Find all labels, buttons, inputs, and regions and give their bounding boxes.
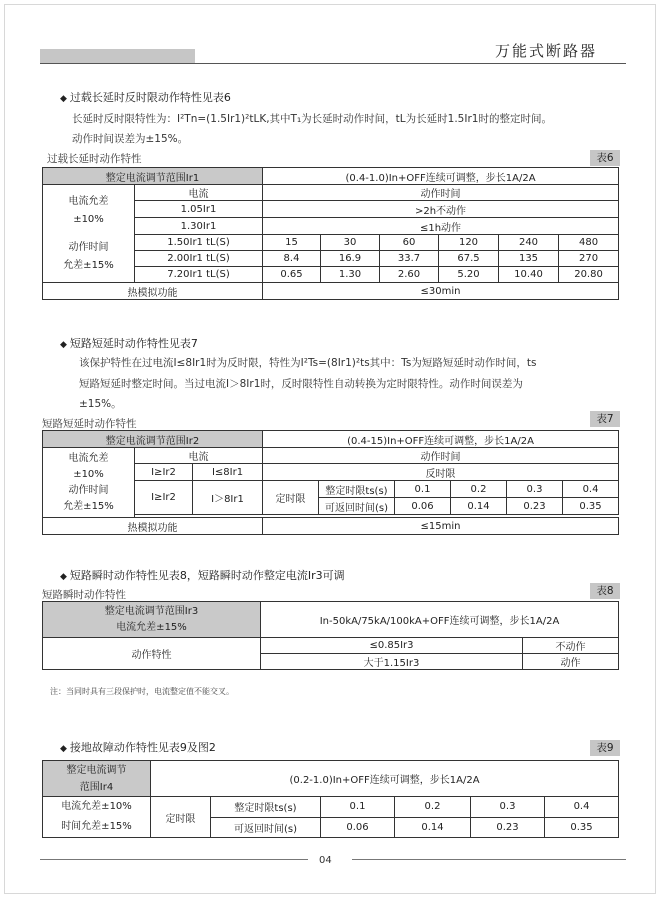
t6-cell: 135 bbox=[499, 251, 559, 267]
note-text: 注：当同时具有三段保护时，电流整定值不能交叉。 bbox=[50, 687, 234, 696]
page-title: 万能式断路器 bbox=[495, 42, 598, 60]
t6-cell: 270 bbox=[559, 251, 619, 267]
t7-setting-label: 整定时限ts(s) bbox=[319, 481, 395, 498]
t9-definite: 定时限 bbox=[151, 797, 211, 838]
t7-thermal-value: ≤15min bbox=[263, 518, 619, 535]
header-bar bbox=[40, 49, 195, 64]
section2-line2: 短路短延时整定时间。当过电流I＞8Ir1时，反时限特性自动转换为定时限特性。动作时间误差为 bbox=[79, 378, 523, 390]
t6-cell: 1.30 bbox=[321, 267, 380, 283]
t6-row-label: 1.30Ir1 bbox=[135, 218, 263, 235]
t6-thermal-label: 热模拟功能 bbox=[43, 283, 263, 300]
section1-line2: 动作时间误差为±15%。 bbox=[72, 133, 189, 145]
page-number: 04 bbox=[319, 855, 332, 866]
t9-range-label: 整定电流调节 范围Ir4 bbox=[43, 761, 151, 797]
t6-thermal-value: ≤30min bbox=[263, 283, 619, 300]
table8-tag: 表8 bbox=[590, 583, 620, 599]
t6-cell: 33.7 bbox=[380, 251, 439, 267]
header-rule bbox=[40, 63, 626, 64]
t6-cell: 67.5 bbox=[439, 251, 499, 267]
table8-caption: 短路瞬时动作特性 bbox=[42, 589, 126, 601]
t9-setting-label: 整定时限ts(s) bbox=[211, 797, 321, 818]
table7 bbox=[42, 430, 619, 535]
diamond-bullet-icon: ◆ bbox=[60, 744, 67, 754]
t7-cell: 0.4 bbox=[563, 481, 619, 498]
t9-cell: 0.2 bbox=[395, 797, 471, 818]
t7-range-value: (0.4-15)In+OFF连续可调整，步长1A/2A bbox=[263, 431, 619, 448]
t8-result: 不动作 bbox=[523, 638, 619, 654]
t8-range-value: In-50kA/75kA/100kA+OFF连续可调整，步长1A/2A bbox=[261, 602, 619, 638]
t6-cell: 0.65 bbox=[263, 267, 321, 283]
table6 bbox=[42, 167, 619, 300]
t6-cell: 480 bbox=[559, 235, 619, 251]
t9-cell: 0.1 bbox=[321, 797, 395, 818]
t8-result: 动作 bbox=[523, 654, 619, 670]
table9-tag: 表9 bbox=[590, 740, 620, 756]
t6-cell: 240 bbox=[499, 235, 559, 251]
t6-current-header: 电流 bbox=[135, 185, 263, 201]
t7-cell: 0.06 bbox=[395, 498, 451, 515]
table7-caption: 短路短延时动作特性 bbox=[42, 418, 137, 430]
t7-return-label: 可返回时间(s) bbox=[319, 498, 395, 515]
t9-cell: 0.23 bbox=[471, 817, 545, 838]
t7-cond: I≥Ir2 bbox=[135, 464, 193, 481]
diamond-bullet-icon: ◆ bbox=[60, 340, 67, 350]
table6-caption: 过载长延时动作特性 bbox=[47, 153, 142, 165]
t9-tolerance: 电流允差±10% 时间允差±15% bbox=[43, 797, 151, 838]
section1-line1: 长延时反时限特性为：I²Tn=(1.5Ir1)²tLK,其中T₁为长延时动作时间，tL为长延时1.5Ir1时的整定时间。 bbox=[72, 113, 552, 125]
diamond-bullet-icon: ◆ bbox=[60, 94, 67, 104]
t9-cell: 0.3 bbox=[471, 797, 545, 818]
t6-row-value: ≤1h动作 bbox=[263, 218, 619, 235]
t6-multi-label: 7.20Ir1 tL(S) bbox=[135, 267, 263, 283]
t8-cond: ≤0.85Ir3 bbox=[261, 638, 523, 654]
section1-heading: ◆ 过载长延时反时限动作特性见表6 bbox=[60, 91, 231, 104]
t7-cell: 0.14 bbox=[451, 498, 507, 515]
t6-row-label: 1.05Ir1 bbox=[135, 201, 263, 218]
t6-cell: 16.9 bbox=[321, 251, 380, 267]
t6-row-value: >2h不动作 bbox=[263, 201, 619, 218]
t8-range-label: 整定电流调节范围Ir3 电流允差±15% bbox=[43, 602, 261, 638]
t6-cell: 15 bbox=[263, 235, 321, 251]
footer-rule-right bbox=[352, 859, 626, 860]
t7-tolerance: 电流允差 ±10% 动作时间 允差±15% bbox=[43, 448, 135, 518]
t8-cond: 大于1.15Ir3 bbox=[261, 654, 523, 670]
t9-cell: 0.35 bbox=[545, 817, 619, 838]
section4-heading: ◆ 接地故障动作特性见表9及图2 bbox=[60, 741, 216, 754]
diamond-bullet-icon: ◆ bbox=[60, 572, 67, 582]
t6-action-time-header: 动作时间 bbox=[263, 185, 619, 201]
t6-range-label: 整定电流调节范围Ir1 bbox=[43, 168, 263, 185]
section2-line1: 该保护特性在过电流I≤8Ir1时为反时限，特性为I²Ts=(8Ir1)²ts其中：Ts为短路短延时动作时间，ts bbox=[79, 357, 537, 369]
t9-range-value: (0.2-1.0)In+OFF连续可调整，步长1A/2A bbox=[151, 761, 619, 797]
t7-cell: 0.3 bbox=[507, 481, 563, 498]
t8-char-label: 动作特性 bbox=[43, 638, 261, 670]
table9 bbox=[42, 760, 619, 838]
t7-action-time-header: 动作时间 bbox=[263, 448, 619, 464]
t7-cond: I＞8Ir1 bbox=[193, 481, 263, 515]
t9-cell: 0.4 bbox=[545, 797, 619, 818]
section2-heading: ◆ 短路短延时动作特性见表7 bbox=[60, 337, 198, 350]
t7-cell: 0.23 bbox=[507, 498, 563, 515]
table8 bbox=[42, 601, 619, 670]
t6-cell: 120 bbox=[439, 235, 499, 251]
t7-cond: I≤8Ir1 bbox=[193, 464, 263, 481]
t6-cell: 5.20 bbox=[439, 267, 499, 283]
t6-cell: 20.80 bbox=[559, 267, 619, 283]
t6-cell: 10.40 bbox=[499, 267, 559, 283]
table7-tag: 表7 bbox=[590, 411, 620, 427]
t7-current-header: 电流 bbox=[135, 448, 263, 464]
t6-multi-label: 1.50Ir1 tL(S) bbox=[135, 235, 263, 251]
t7-cell: 0.35 bbox=[563, 498, 619, 515]
t6-cell: 8.4 bbox=[263, 251, 321, 267]
t7-range-label: 整定电流调节范围Ir2 bbox=[43, 431, 263, 448]
t9-return-label: 可返回时间(s) bbox=[211, 817, 321, 838]
footer-rule-left bbox=[40, 859, 308, 860]
section2-line3: ±15%。 bbox=[79, 398, 122, 410]
t7-definite: 定时限 bbox=[263, 481, 319, 515]
t6-range-value: (0.4-1.0)In+OFF连续可调整，步长1A/2A bbox=[263, 168, 619, 185]
t9-cell: 0.14 bbox=[395, 817, 471, 838]
t7-cell: 0.1 bbox=[395, 481, 451, 498]
t6-multi-label: 2.00Ir1 tL(S) bbox=[135, 251, 263, 267]
section3-heading: ◆ 短路瞬时动作特性见表8，短路瞬时动作整定电流Ir3可调 bbox=[60, 569, 345, 582]
t6-cell: 2.60 bbox=[380, 267, 439, 283]
t6-tolerance: 电流允差 ±10% 动作时间 允差±15% bbox=[43, 185, 135, 283]
t7-cell: 0.2 bbox=[451, 481, 507, 498]
t7-inverse: 反时限 bbox=[263, 464, 619, 481]
t6-cell: 60 bbox=[380, 235, 439, 251]
t9-cell: 0.06 bbox=[321, 817, 395, 838]
t7-cond: I≥Ir2 bbox=[135, 481, 193, 515]
table6-tag: 表6 bbox=[590, 150, 620, 166]
t6-cell: 30 bbox=[321, 235, 380, 251]
t7-thermal-label: 热模拟功能 bbox=[43, 518, 263, 535]
